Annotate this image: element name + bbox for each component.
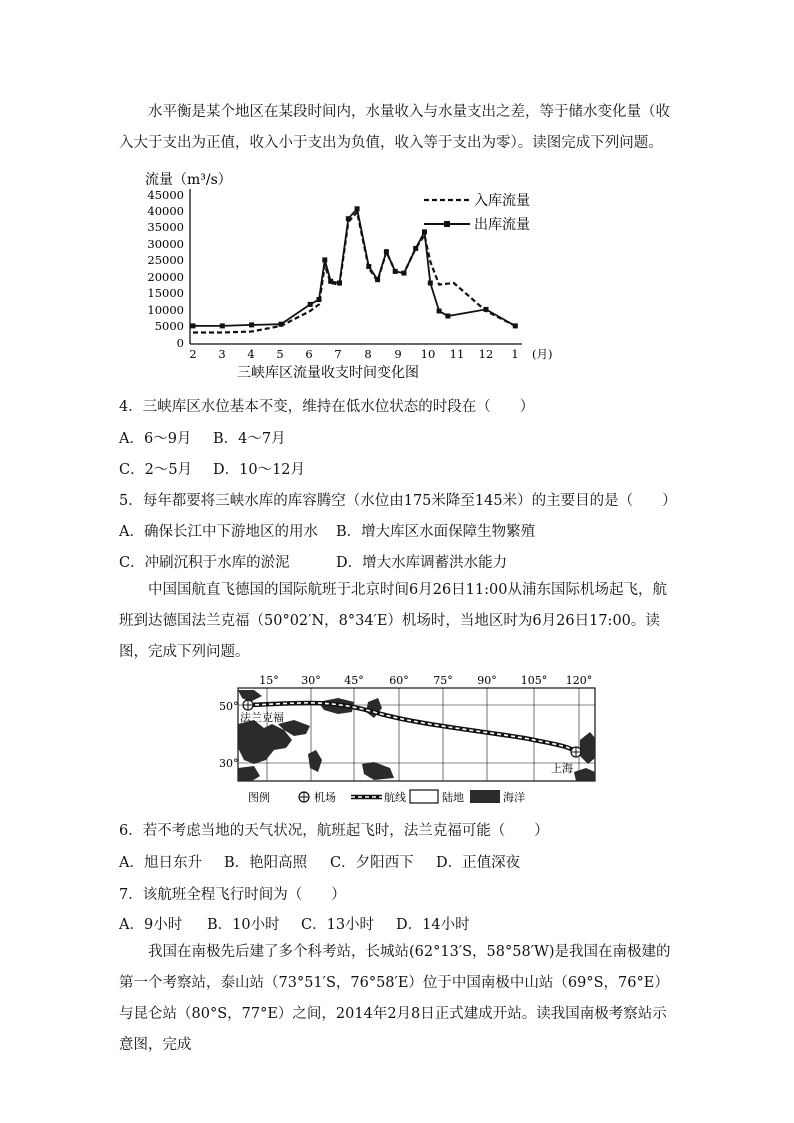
lon-label: 30° [301, 674, 321, 687]
x-tick-label: 2 [189, 347, 197, 361]
q6-option-a[interactable]: A．旭日东升 [119, 855, 202, 871]
outflow-point [428, 281, 433, 286]
x-unit-label: (月) [532, 347, 553, 361]
outflow-point [413, 246, 418, 251]
outflow-point [328, 279, 333, 284]
x-tick-label: 7 [334, 347, 342, 361]
x-tick-label: 8 [364, 347, 372, 361]
y-tick-label: 15000 [147, 286, 184, 300]
y-tick-label: 45000 [147, 188, 184, 202]
q5-option-c[interactable]: C．冲刷沉积于水库的淤泥 [119, 555, 290, 571]
lon-label: 75° [433, 674, 453, 687]
lon-label: 15° [259, 674, 279, 687]
y-tick-label: 20000 [147, 270, 184, 284]
legend-out-label: 出库流量 [474, 217, 530, 233]
outflow-point [422, 229, 427, 234]
x-tick-label: 9 [394, 347, 402, 361]
flow-chart [140, 165, 580, 385]
airport-legend-icon [299, 792, 309, 802]
passage-antarctic: 我国在南极先后建了多个科考站，长城站(62°13′S，58°58′W)是我国在南极建的第一个考察站，泰山站（73°51′S，76°58′E）位于中国南极中山站（69°S，76°E）与昆仑站（80°S，77°E）之间，2014年2月8日正式建成开站。读我国南极考察站示意图，完成 [119, 944, 671, 1053]
chart-caption: 三峡库区流量收支时间变化图 [237, 365, 419, 381]
legend-title: 图例 [248, 791, 270, 804]
q5-stem: 5．每年都要将三峡水库的库容腾空（水位由175米降至145米）的主要目的是（ ） [119, 493, 677, 509]
outflow-point [308, 302, 313, 307]
outflow-point [484, 307, 489, 312]
sea-legend-swatch [470, 790, 500, 803]
chart-x-ticks [189, 347, 552, 361]
q6-option-c[interactable]: C．夕阳西下 [330, 855, 414, 871]
outflow-point [384, 249, 389, 254]
flight-route-map [214, 668, 604, 808]
outflow-point [393, 269, 398, 274]
lat-label: 30° [219, 757, 239, 770]
legend-route-label: 航线 [384, 791, 406, 804]
q7-option-c[interactable]: C．13小时 [301, 917, 375, 933]
lon-label: 105° [520, 674, 548, 687]
lon-label: 90° [477, 674, 497, 687]
outflow-point [437, 309, 442, 314]
y-tick-label: 25000 [147, 253, 184, 267]
y-tick-label: 10000 [147, 303, 184, 317]
frankfurt-label: 法兰克福 [240, 711, 284, 724]
outflow-point [220, 323, 225, 328]
q7-option-d[interactable]: D．14小时 [396, 917, 470, 933]
q7-stem: 7．该航班全程飞行时间为（ ） [119, 887, 346, 903]
y-tick-label: 30000 [147, 237, 184, 251]
shanghai-label: 上海 [551, 762, 573, 775]
legend-out-marker [444, 221, 450, 227]
passage-flight: 中国国航直飞德国的国际航班于北京时间6月26日11:00从浦东国际机场起飞，航班到达德国法兰克福（50°02′N，8°34′E）机场时，当地区时为6月26日17:00。读图，完成下列问题。 [119, 582, 667, 660]
legend-sea-label: 海洋 [503, 791, 525, 804]
x-tick-label: 12 [478, 347, 494, 361]
outflow-point [346, 216, 351, 221]
shanghai-airport-icon [571, 747, 581, 757]
q5-option-d[interactable]: D．增大水库调蓄洪水能力 [336, 555, 508, 571]
y-tick-label: 5000 [154, 319, 184, 333]
outflow-point [366, 264, 371, 269]
outflow-point [513, 323, 518, 328]
chart-series-layer [191, 206, 518, 332]
map-lat-labels [219, 700, 239, 770]
q4-option-d[interactable]: D．10～12月 [213, 462, 306, 478]
q4-option-b[interactable]: B．4～7月 [213, 431, 286, 447]
outflow-point [375, 277, 380, 282]
outflow-point [317, 297, 322, 302]
q5-option-b[interactable]: B．增大库区水面保障生物繁殖 [336, 524, 536, 540]
x-tick-label: 11 [449, 347, 465, 361]
y-tick-label: 35000 [147, 220, 184, 234]
x-tick-label: 5 [276, 347, 284, 361]
q4-option-a[interactable]: A．6～9月 [119, 431, 192, 447]
lon-label: 60° [389, 674, 409, 687]
lon-label: 45° [344, 674, 364, 687]
outflow-point [249, 322, 254, 327]
map-longitude-labels [259, 674, 592, 687]
x-tick-label: 1 [511, 347, 519, 361]
chart-y-ticks [147, 188, 184, 350]
x-tick-label: 10 [420, 347, 436, 361]
outflow-point [278, 322, 283, 327]
q6-option-d[interactable]: D．正值深夜 [436, 855, 521, 871]
q7-option-a[interactable]: A．9小时 [119, 917, 183, 933]
outflow-point [355, 206, 360, 211]
x-tick-label: 4 [247, 347, 255, 361]
q7-option-b[interactable]: B．10小时 [207, 917, 280, 933]
outflow-point [337, 281, 342, 286]
chart-y-title: 流量（m³/s） [145, 172, 232, 188]
legend-in-label: 入库流量 [474, 193, 530, 209]
map-legend [248, 790, 525, 804]
q6-option-b[interactable]: B．艳阳高照 [224, 855, 308, 871]
q5-option-a[interactable]: A．确保长江中下游地区的用水 [119, 524, 318, 540]
x-tick-label: 6 [305, 347, 313, 361]
land-legend-swatch [410, 790, 438, 803]
lon-label: 120° [565, 674, 593, 687]
q6-stem: 6．若不考虑当地的天气状况，航班起飞时，法兰克福可能（ ） [119, 823, 549, 839]
x-tick-label: 3 [218, 347, 226, 361]
y-tick-label: 40000 [147, 204, 184, 218]
outflow-point [445, 314, 450, 319]
chart-legend [424, 192, 530, 233]
legend-airport-label: 机场 [314, 791, 336, 804]
outflow-series-line [193, 209, 515, 326]
outflow-point [402, 271, 407, 276]
inflow-series-line [193, 212, 515, 332]
legend-land-label: 陆地 [442, 791, 464, 804]
passage-water-balance: 水平衡是某个地区在某段时间内，水量收入与水量支出之差，等于储水变化量（收入大于支出为正值，收入小于支出为负值，收入等于支出为零）。读图完成下列问题。 [119, 104, 670, 151]
q4-option-c[interactable]: C．2～5月 [119, 462, 193, 478]
frankfurt-airport-icon [243, 700, 253, 710]
lat-label: 50° [219, 700, 239, 713]
q4-stem: 4．三峡库区水位基本不变，维持在低水位状态的时段在（ ） [119, 399, 535, 415]
outflow-point [191, 323, 196, 328]
y-tick-label: 0 [176, 336, 184, 350]
outflow-point [322, 257, 327, 262]
